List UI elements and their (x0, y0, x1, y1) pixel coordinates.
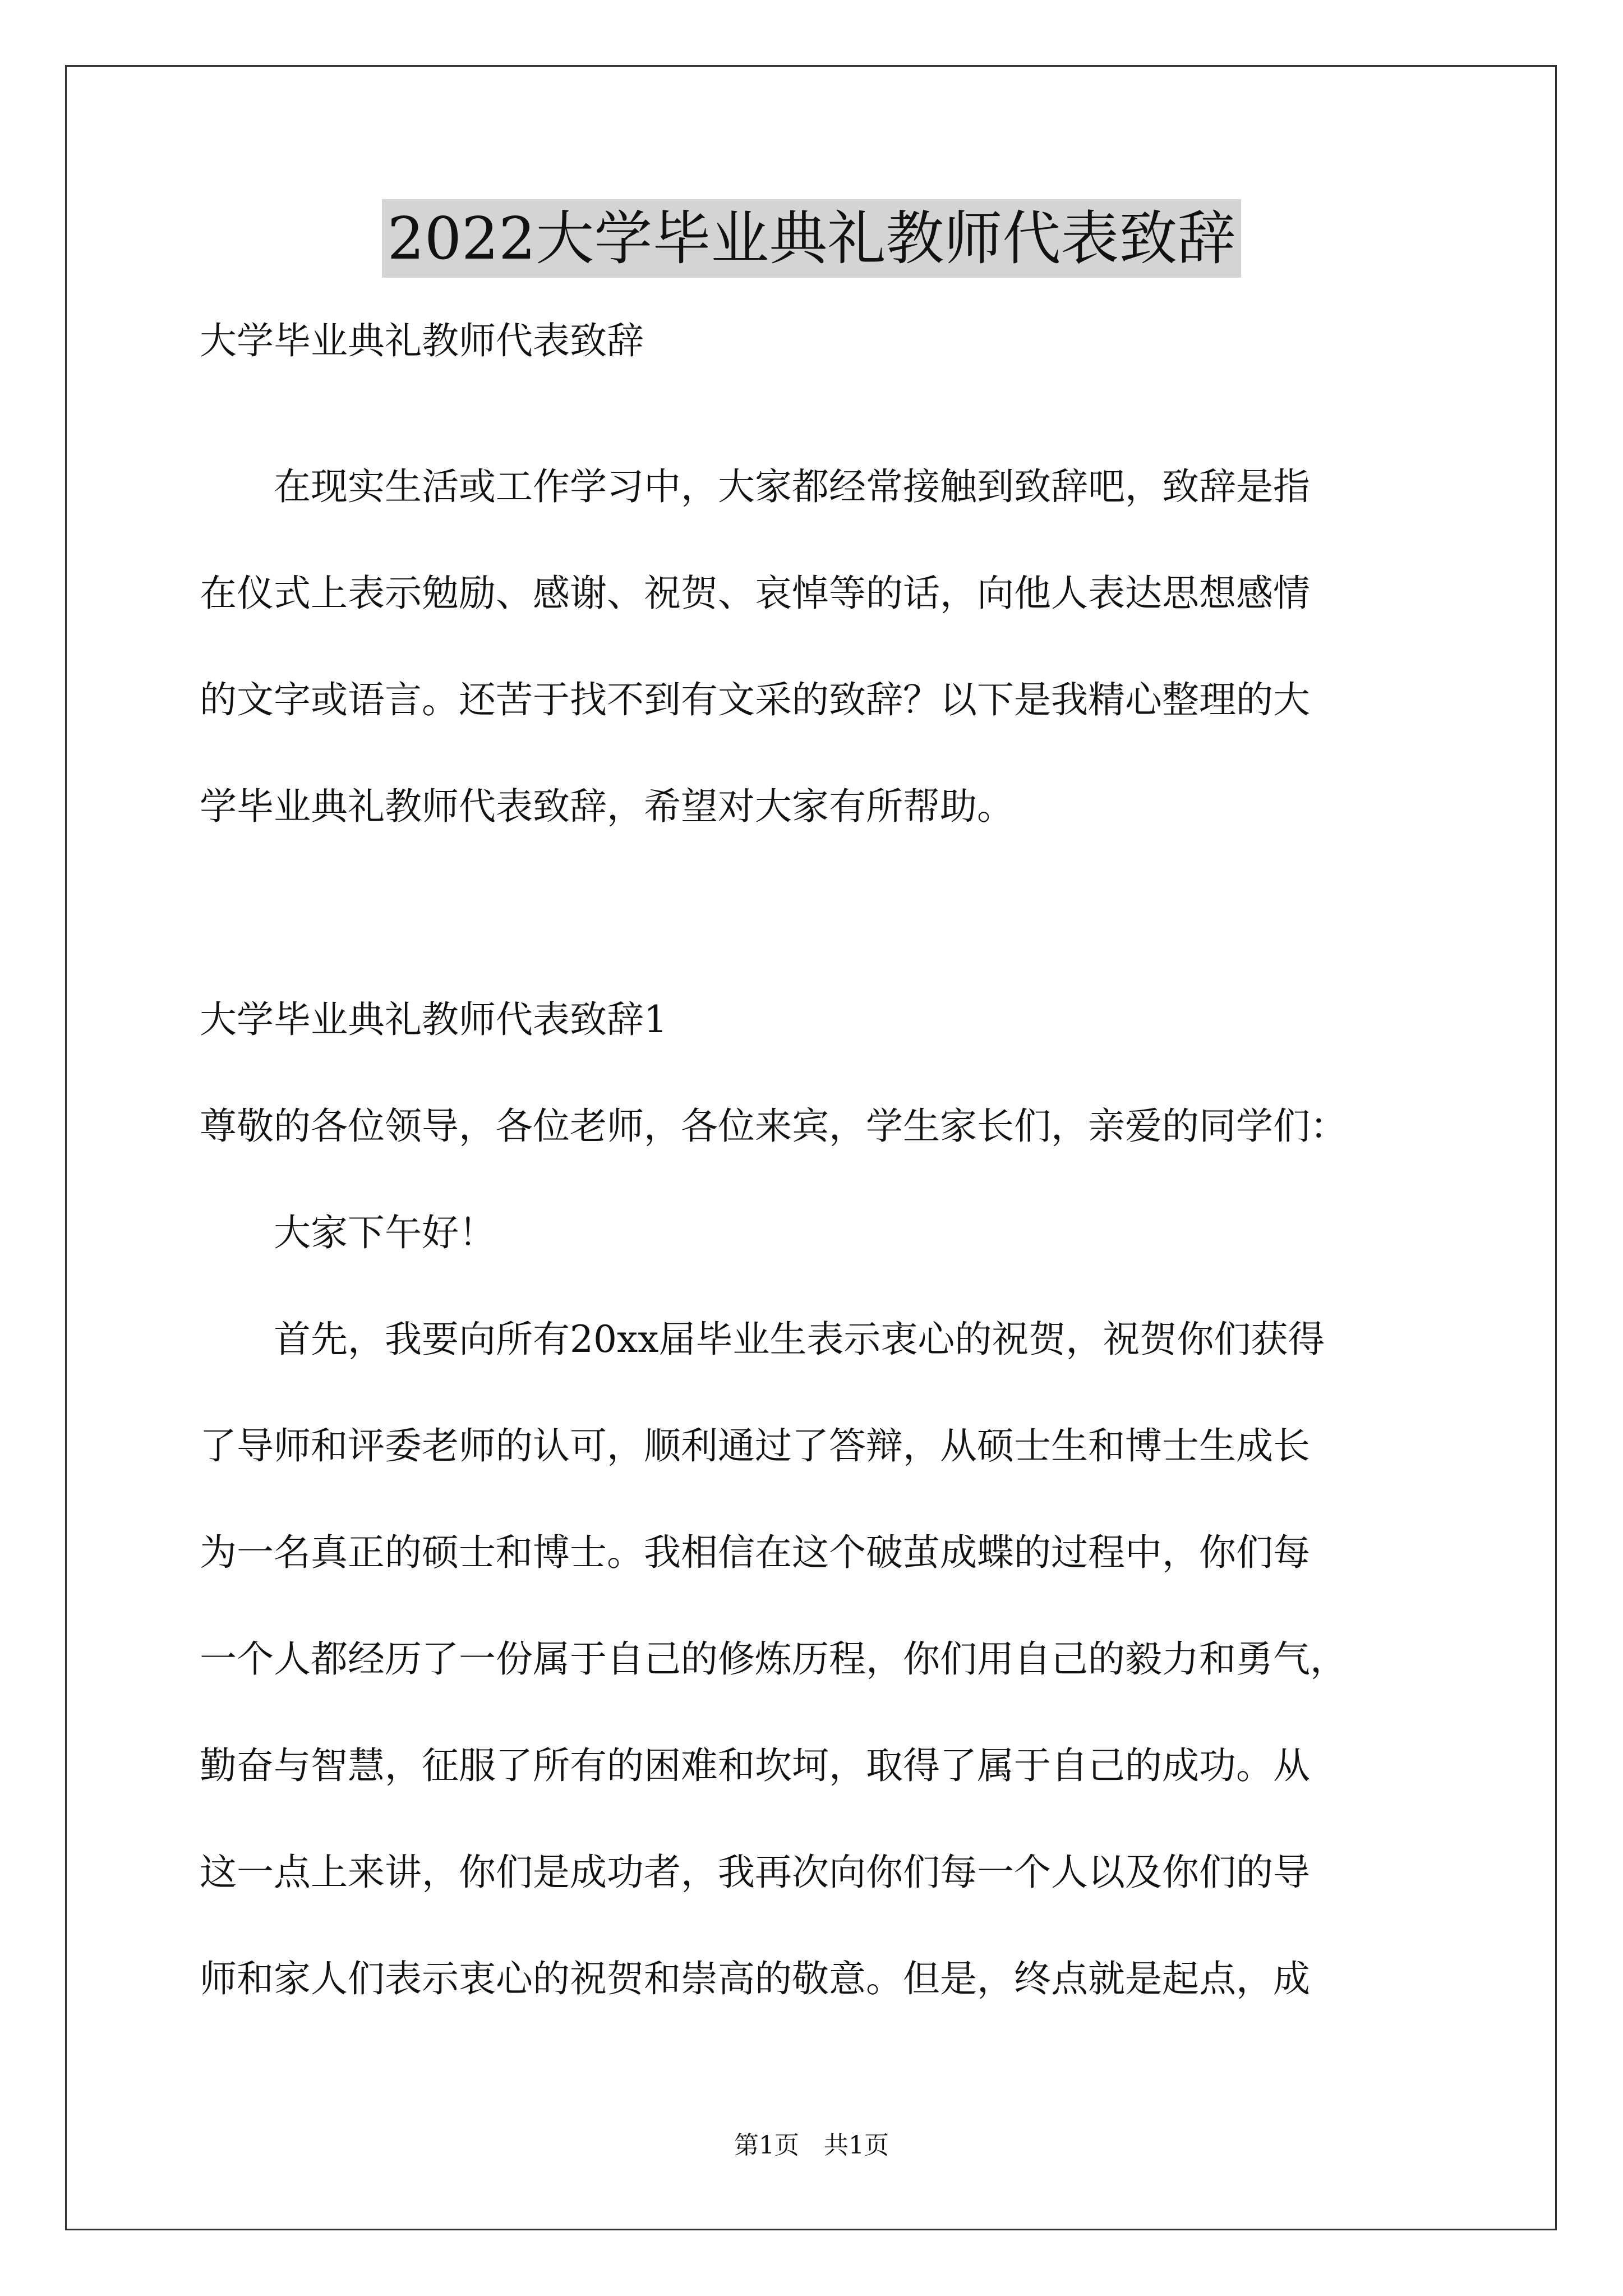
paragraph-line: 勤奋与智慧，征服了所有的困难和坎坷，取得了属于自己的成功。从 (200, 1744, 1310, 1787)
title-container (0, 199, 1623, 278)
subtitle-line: 大学毕业典礼教师代表致辞 (200, 319, 644, 362)
paragraph-line: 首先，我要向所有20xx届毕业生表示衷心的祝贺，祝贺你们获得 (200, 1318, 1325, 1361)
paragraph-line: 一个人都经历了一份属于自己的修炼历程，你们用自己的毅力和勇气， (200, 1637, 1347, 1681)
paragraph-line: 师和家人们表示衷心的祝贺和崇高的敬意。但是，终点就是起点，成 (200, 1957, 1310, 2000)
paragraph-line: 为一名真正的硕士和博士。我相信在这个破茧成蝶的过程中，你们每 (200, 1531, 1310, 1574)
paragraph-line: 在仪式上表示勉励、感谢、祝贺、哀悼等的话，向他人表达思想感情 (200, 572, 1310, 615)
paragraph-line: 学毕业典礼教师代表致辞，希望对大家有所帮助。 (200, 785, 1014, 828)
salutation-line: 尊敬的各位领导，各位老师，各位来宾，学生家长们，亲爱的同学们： (200, 1105, 1347, 1148)
document-title: 2022大学毕业典礼教师代表致辞 (382, 199, 1242, 278)
paragraph-line: 的文字或语言。还苦于找不到有文采的致辞？以下是我精心整理的大 (200, 678, 1310, 721)
paragraph-line: 这一点上来讲，你们是成功者，我再次向你们每一个人以及你们的导 (200, 1851, 1310, 1894)
paragraph-line: 在现实生活或工作学习中，大家都经常接触到致辞吧，致辞是指 (200, 465, 1310, 508)
section-heading: 大学毕业典礼教师代表致辞1 (200, 998, 667, 1041)
paragraph-line: 了导师和评委老师的认可，顺利通过了答辩，从硕士生和博士生成长 (200, 1424, 1310, 1467)
page-number-footer: 第1页 共1页 (734, 2131, 889, 2160)
greeting-line: 大家下午好！ (200, 1211, 496, 1254)
